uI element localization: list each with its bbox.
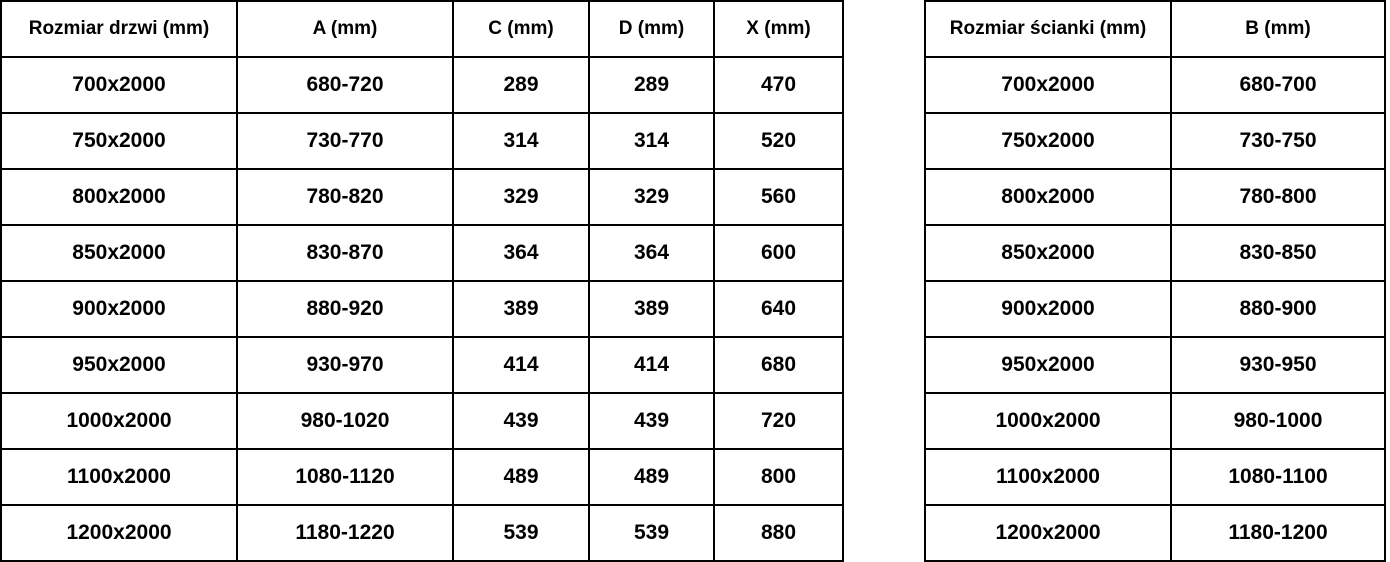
cell-wall-size: 900x2000 (925, 281, 1171, 337)
cell-d: 389 (589, 281, 714, 337)
table-row (1, 225, 843, 281)
wall-size-table (924, 0, 1386, 562)
cell-x: 680 (714, 337, 843, 393)
cell-d: 489 (589, 449, 714, 505)
table-header-row (925, 1, 1385, 57)
cell-wall-size: 1200x2000 (925, 505, 1171, 561)
column-header-d: D (mm) (589, 1, 714, 57)
cell-c: 539 (453, 505, 589, 561)
cell-b: 880-900 (1171, 281, 1385, 337)
cell-d: 439 (589, 393, 714, 449)
cell-a: 830-870 (237, 225, 453, 281)
cell-x: 520 (714, 113, 843, 169)
cell-b: 930-950 (1171, 337, 1385, 393)
cell-b: 1180-1200 (1171, 505, 1385, 561)
cell-a: 980-1020 (237, 393, 453, 449)
cell-d: 314 (589, 113, 714, 169)
cell-d: 539 (589, 505, 714, 561)
cell-d: 289 (589, 57, 714, 113)
cell-b: 730-750 (1171, 113, 1385, 169)
cell-a: 880-920 (237, 281, 453, 337)
table-row (1, 449, 843, 505)
cell-c: 314 (453, 113, 589, 169)
table-row (925, 169, 1385, 225)
cell-wall-size: 750x2000 (925, 113, 1171, 169)
cell-wall-size: 700x2000 (925, 57, 1171, 113)
wall-size-table-block (924, 0, 1384, 562)
cell-b: 780-800 (1171, 169, 1385, 225)
cell-c: 439 (453, 393, 589, 449)
table-row (925, 449, 1385, 505)
cell-x: 600 (714, 225, 843, 281)
cell-c: 364 (453, 225, 589, 281)
cell-x: 800 (714, 449, 843, 505)
cell-x: 880 (714, 505, 843, 561)
table-row (925, 113, 1385, 169)
cell-a: 930-970 (237, 337, 453, 393)
cell-a: 730-770 (237, 113, 453, 169)
cell-a: 1080-1120 (237, 449, 453, 505)
column-header-a: A (mm) (237, 1, 453, 57)
table-row (925, 225, 1385, 281)
cell-x: 470 (714, 57, 843, 113)
cell-b: 830-850 (1171, 225, 1385, 281)
table-row (1, 169, 843, 225)
tables-gap (842, 0, 924, 1)
cell-c: 389 (453, 281, 589, 337)
table-row (1, 113, 843, 169)
cell-x: 560 (714, 169, 843, 225)
cell-x: 720 (714, 393, 843, 449)
wall-table-head (925, 1, 1385, 57)
doors-table-head (1, 1, 843, 57)
column-header-wall-size: Rozmiar ścianki (mm) (925, 1, 1171, 57)
table-row (1, 505, 843, 561)
cell-door-size: 1200x2000 (1, 505, 237, 561)
table-row (925, 57, 1385, 113)
cell-wall-size: 1000x2000 (925, 393, 1171, 449)
doors-table-body (1, 57, 843, 561)
table-row (1, 57, 843, 113)
cell-c: 289 (453, 57, 589, 113)
cell-wall-size: 1100x2000 (925, 449, 1171, 505)
column-header-c: C (mm) (453, 1, 589, 57)
cell-a: 780-820 (237, 169, 453, 225)
column-header-door-size: Rozmiar drzwi (mm) (1, 1, 237, 57)
table-row (1, 337, 843, 393)
table-header-row (1, 1, 843, 57)
cell-door-size: 850x2000 (1, 225, 237, 281)
cell-c: 329 (453, 169, 589, 225)
cell-door-size: 700x2000 (1, 57, 237, 113)
cell-a: 680-720 (237, 57, 453, 113)
column-header-b: B (mm) (1171, 1, 1385, 57)
cell-door-size: 950x2000 (1, 337, 237, 393)
cell-b: 680-700 (1171, 57, 1385, 113)
cell-a: 1180-1220 (237, 505, 453, 561)
table-row (925, 337, 1385, 393)
cell-b: 980-1000 (1171, 393, 1385, 449)
cell-c: 414 (453, 337, 589, 393)
table-row (925, 505, 1385, 561)
cell-x: 640 (714, 281, 843, 337)
cell-door-size: 900x2000 (1, 281, 237, 337)
cell-d: 364 (589, 225, 714, 281)
cell-wall-size: 800x2000 (925, 169, 1171, 225)
cell-b: 1080-1100 (1171, 449, 1385, 505)
wall-table-body (925, 57, 1385, 561)
cell-d: 414 (589, 337, 714, 393)
cell-c: 489 (453, 449, 589, 505)
table-row (925, 393, 1385, 449)
cell-wall-size: 850x2000 (925, 225, 1171, 281)
cell-d: 329 (589, 169, 714, 225)
table-row (1, 281, 843, 337)
cell-wall-size: 950x2000 (925, 337, 1171, 393)
cell-door-size: 1000x2000 (1, 393, 237, 449)
cell-door-size: 800x2000 (1, 169, 237, 225)
table-row (1, 393, 843, 449)
column-header-x: X (mm) (714, 1, 843, 57)
cell-door-size: 750x2000 (1, 113, 237, 169)
table-row (925, 281, 1385, 337)
cell-door-size: 1100x2000 (1, 449, 237, 505)
